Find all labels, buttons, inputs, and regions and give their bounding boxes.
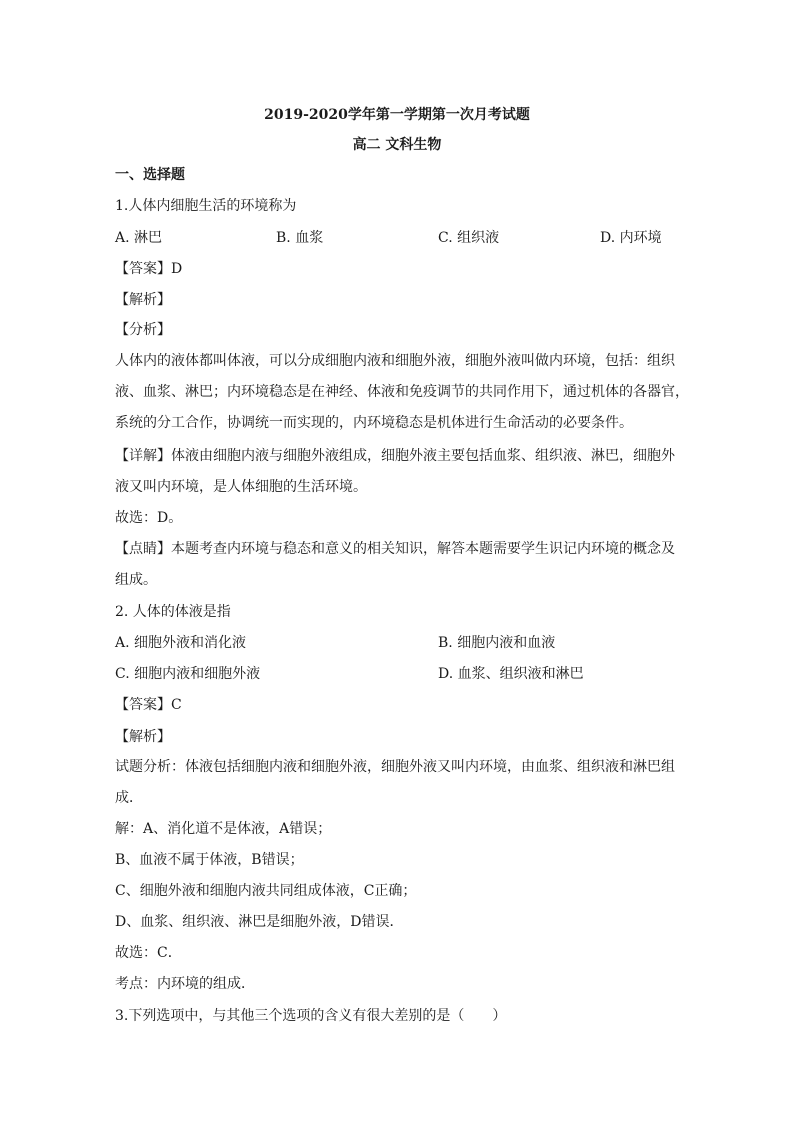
q1-analysis-line: 人体内的液体都叫体液，可以分成细胞内液和细胞外液，细胞外液叫做内环境，包括：组织 [115,353,675,369]
q1-choice: 故选：D。 [115,510,183,526]
q1-option-d: D. 内环境 [600,230,662,246]
q2-option-b: B. 细胞内液和血液 [438,635,556,651]
q1-detail-line: 【详解】体液由细胞内液与细胞外液组成，细胞外液主要包括血浆、组织液、淋巴，细胞外 [115,448,675,464]
q1-stem: 1.人体内细胞生活的环境称为 [115,198,297,214]
q2-analysis-line: 试题分析：体液包括细胞内液和细胞外液，细胞外液又叫内环境，由血浆、组织液和淋巴组 [115,759,675,775]
section-heading: 一、选择题 [115,167,185,183]
q2-choice: 故选：C． [115,945,182,961]
q1-jiexi-label: 【解析】 [115,292,171,308]
q2-stem: 2. 人体的体液是指 [115,604,231,620]
exam-subtitle: 高二 文科生物 [352,137,442,153]
q1-analysis-line: 液、血浆、淋巴；内环境稳态是在神经、体液和免疫调节的共同作用下，通过机体的各器官， [115,384,689,400]
q1-fenxi-label: 【分析】 [115,322,171,338]
q1-comment-line: 【点睛】本题考查内环境与稳态和意义的相关知识，解答本题需要学生识记内环境的概念及 [115,541,675,557]
q1-option-a: A. 淋巴 [115,230,163,246]
q1-option-b: B. 血浆 [276,230,324,246]
q2-jiexi-label: 【解析】 [115,729,171,745]
q1-answer: 【答案】D [115,261,183,277]
q2-solution-line: B、血液不属于体液，B错误； [115,852,304,868]
q2-point: 考点：内环境的组成． [115,976,255,992]
q1-option-c: C. 组织液 [438,230,500,246]
q3-stem: 3.下列选项中，与其他三个选项的含义有很大差别的是（ ） [115,1008,507,1024]
q2-solution-line: 解：A、消化道不是体液，A错误； [115,821,332,837]
q1-analysis-line: 系统的分工合作，协调统一而实现的，内环境稳态是机体进行生命活动的必要条件。 [115,415,633,431]
q2-solution-line: D、血浆、组织液、淋巴是细胞外液，D错误． [115,914,404,930]
q2-answer: 【答案】C [115,697,182,713]
q2-option-d: D. 血浆、组织液和淋巴 [438,666,584,682]
q2-option-c: C. 细胞内液和细胞外液 [115,666,261,682]
q2-solution-line: C、细胞外液和细胞内液共同组成体液，C正确； [115,883,417,899]
q2-analysis-line: 成． [115,790,143,806]
q2-option-a: A. 细胞外液和消化液 [115,635,247,651]
exam-title: 2019-2020学年第一学期第一次月考试题 [264,107,530,123]
q1-detail-line: 液又叫内环境，是人体细胞的生活环境。 [115,479,367,495]
q1-comment-line: 组成。 [115,572,157,588]
